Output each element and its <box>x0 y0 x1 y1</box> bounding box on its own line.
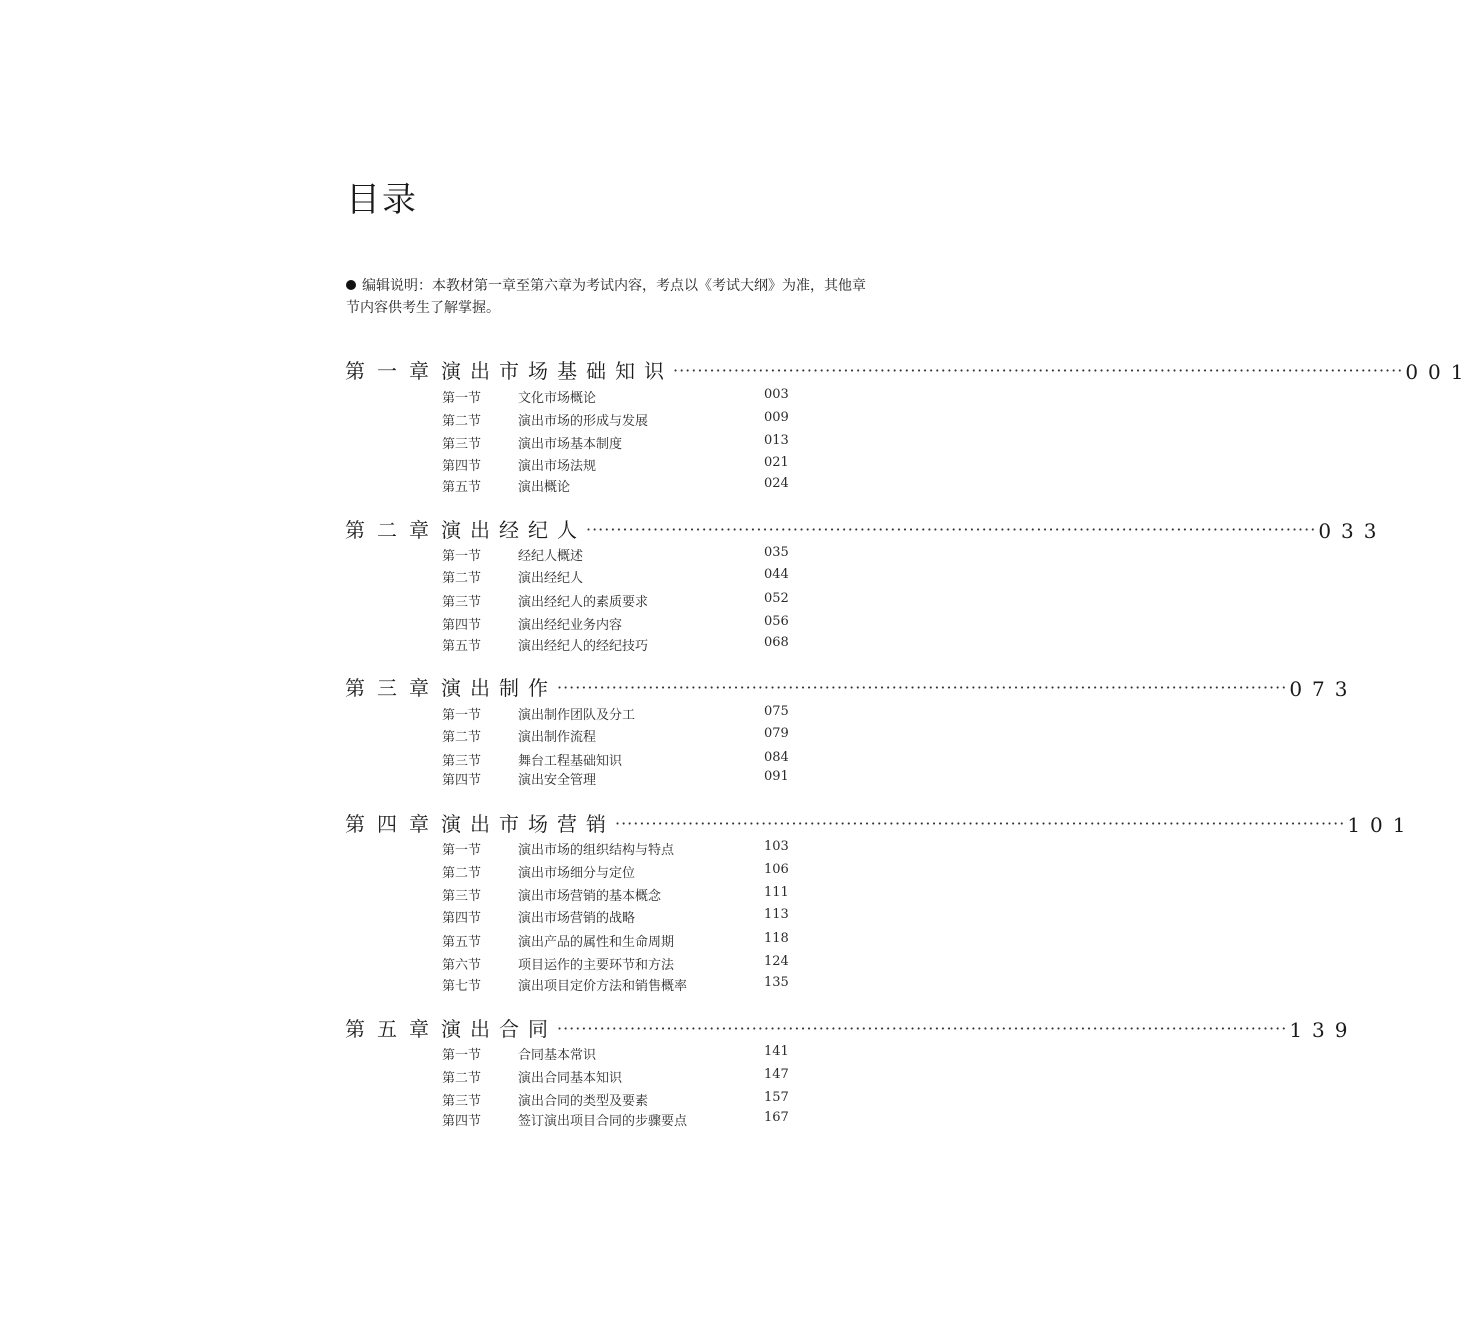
chapter-label: 第二章 <box>345 518 441 542</box>
section-title: 演出市场细分与定位 <box>518 866 636 881</box>
section-label: 第二节 <box>442 866 482 881</box>
section-page-number: 003 <box>764 387 789 402</box>
section-page-number: 147 <box>764 1067 789 1082</box>
section-title: 演出产品的属性和生命周期 <box>518 935 675 950</box>
section-label: 第二节 <box>442 571 482 586</box>
section-title: 演出制作团队及分工 <box>518 708 636 723</box>
section-entry[interactable] <box>0 433 950 453</box>
section-entry[interactable] <box>0 1090 950 1110</box>
chapter-label: 第一章 <box>345 359 441 383</box>
chapter-page-number: 033 <box>1318 519 1387 543</box>
bullet-icon <box>346 280 356 290</box>
section-entry[interactable] <box>0 1067 950 1087</box>
section-entry[interactable] <box>0 975 950 995</box>
section-label: 第四节 <box>442 618 482 633</box>
chapter-heading[interactable] <box>345 675 1358 701</box>
section-entry[interactable] <box>0 387 950 407</box>
dot-leader: ························································································································ <box>557 678 1288 697</box>
section-entry[interactable] <box>0 954 950 974</box>
section-entry[interactable] <box>0 1044 950 1064</box>
section-label: 第四节 <box>442 459 482 474</box>
section-label: 第五节 <box>442 480 482 495</box>
chapter-heading[interactable] <box>345 811 1416 837</box>
section-label: 第四节 <box>442 911 482 926</box>
section-page-number: 056 <box>764 614 789 629</box>
section-label: 第六节 <box>442 958 482 973</box>
section-title: 演出安全管理 <box>518 773 597 788</box>
section-label: 第一节 <box>442 708 482 723</box>
section-page-number: 167 <box>764 1110 789 1125</box>
section-entry[interactable] <box>0 750 950 770</box>
section-label: 第三节 <box>442 1094 482 1109</box>
chapter-title: 演出经纪人 <box>441 518 586 542</box>
section-page-number: 124 <box>764 954 789 969</box>
section-label: 第一节 <box>442 391 482 406</box>
section-label: 第一节 <box>442 1048 482 1063</box>
section-title: 签订演出项目合同的步骤要点 <box>518 1114 688 1129</box>
section-page-number: 103 <box>764 839 789 854</box>
section-page-number: 024 <box>764 476 789 491</box>
section-title: 项目运作的主要环节和方法 <box>518 958 675 973</box>
section-page-number: 035 <box>764 545 789 560</box>
section-title: 文化市场概论 <box>518 391 597 406</box>
section-label: 第二节 <box>442 1071 482 1086</box>
section-page-number: 141 <box>764 1044 789 1059</box>
section-entry[interactable] <box>0 907 950 927</box>
chapter-page-number: 073 <box>1289 677 1358 701</box>
section-entry[interactable] <box>0 885 950 905</box>
section-title: 经纪人概述 <box>518 549 584 564</box>
section-page-number: 106 <box>764 862 789 877</box>
section-label: 第五节 <box>442 935 482 950</box>
section-entry[interactable] <box>0 769 950 789</box>
section-page-number: 009 <box>764 410 789 425</box>
section-label: 第三节 <box>442 889 482 904</box>
editorial-note <box>346 275 868 319</box>
section-label: 第四节 <box>442 773 482 788</box>
section-page-number: 079 <box>764 726 789 741</box>
section-page-number: 068 <box>764 635 789 650</box>
section-title: 演出经纪人 <box>518 571 584 586</box>
section-page-number: 091 <box>764 769 789 784</box>
section-label: 第三节 <box>442 754 482 769</box>
section-title: 演出市场的形成与发展 <box>518 414 649 429</box>
section-title: 演出经纪人的素质要求 <box>518 595 649 610</box>
section-page-number: 118 <box>764 931 789 946</box>
section-page-number: 075 <box>764 704 789 719</box>
section-entry[interactable] <box>0 839 950 859</box>
dot-leader: ························································································································ <box>673 361 1404 380</box>
section-label: 第七节 <box>442 979 482 994</box>
section-title: 演出市场的组织结构与特点 <box>518 843 675 858</box>
section-label: 第二节 <box>442 414 482 429</box>
section-title: 演出市场法规 <box>518 459 597 474</box>
dot-leader: ························································································································ <box>557 1019 1288 1038</box>
editorial-note-text: 编辑说明：本教材第一章至第六章为考试内容，考点以《考试大纲》为准，其他章节内容供考生了解掌握。 <box>346 278 866 316</box>
section-title: 舞台工程基础知识 <box>518 754 623 769</box>
chapter-title: 演出合同 <box>441 1017 557 1041</box>
chapter-page-number: 101 <box>1347 813 1416 837</box>
section-label: 第四节 <box>442 1114 482 1129</box>
section-entry[interactable] <box>0 931 950 951</box>
section-entry[interactable] <box>0 567 950 587</box>
section-page-number: 013 <box>764 433 789 448</box>
section-label: 第五节 <box>442 639 482 654</box>
section-title: 演出市场基本制度 <box>518 437 623 452</box>
chapter-title: 演出市场营销 <box>441 812 615 836</box>
section-title: 合同基本常识 <box>518 1048 597 1063</box>
section-label: 第一节 <box>442 843 482 858</box>
dot-leader: ························································································································ <box>586 520 1317 539</box>
section-page-number: 135 <box>764 975 789 990</box>
section-page-number: 044 <box>764 567 789 582</box>
chapter-heading[interactable] <box>345 1016 1358 1042</box>
section-title: 演出合同基本知识 <box>518 1071 623 1086</box>
chapter-label: 第四章 <box>345 812 441 836</box>
dot-leader: ························································································································ <box>615 814 1346 833</box>
section-entry[interactable] <box>0 635 950 655</box>
section-label: 第一节 <box>442 549 482 564</box>
chapter-heading[interactable] <box>345 358 1474 384</box>
chapter-title: 演出制作 <box>441 676 557 700</box>
section-entry[interactable] <box>0 410 950 430</box>
chapter-label: 第三章 <box>345 676 441 700</box>
section-page-number: 113 <box>764 907 789 922</box>
section-page-number: 157 <box>764 1090 789 1105</box>
section-page-number: 084 <box>764 750 789 765</box>
section-page-number: 052 <box>764 591 789 606</box>
section-label: 第三节 <box>442 437 482 452</box>
section-title: 演出合同的类型及要素 <box>518 1094 649 1109</box>
chapter-page-number: 001 <box>1405 360 1474 384</box>
page-title: 目录 <box>346 180 418 220</box>
chapter-page-number: 139 <box>1289 1018 1358 1042</box>
chapter-label: 第五章 <box>345 1017 441 1041</box>
section-entry[interactable] <box>0 704 950 724</box>
section-title: 演出概论 <box>518 480 571 495</box>
section-title: 演出经纪业务内容 <box>518 618 623 633</box>
section-entry[interactable] <box>0 545 950 565</box>
chapter-heading[interactable] <box>345 517 1387 543</box>
section-title: 演出制作流程 <box>518 730 597 745</box>
section-title: 演出市场营销的战略 <box>518 911 636 926</box>
section-entry[interactable] <box>0 614 950 634</box>
section-page-number: 021 <box>764 455 789 470</box>
section-label: 第三节 <box>442 595 482 610</box>
section-entry[interactable] <box>0 476 950 496</box>
section-title: 演出经纪人的经纪技巧 <box>518 639 649 654</box>
section-label: 第二节 <box>442 730 482 745</box>
section-entry[interactable] <box>0 455 950 475</box>
section-entry[interactable] <box>0 862 950 882</box>
section-entry[interactable] <box>0 591 950 611</box>
section-page-number: 111 <box>764 885 789 900</box>
section-title: 演出市场营销的基本概念 <box>518 889 662 904</box>
section-entry[interactable] <box>0 726 950 746</box>
section-title: 演出项目定价方法和销售概率 <box>518 979 688 994</box>
chapter-title: 演出市场基础知识 <box>441 359 673 383</box>
section-entry[interactable] <box>0 1110 950 1130</box>
